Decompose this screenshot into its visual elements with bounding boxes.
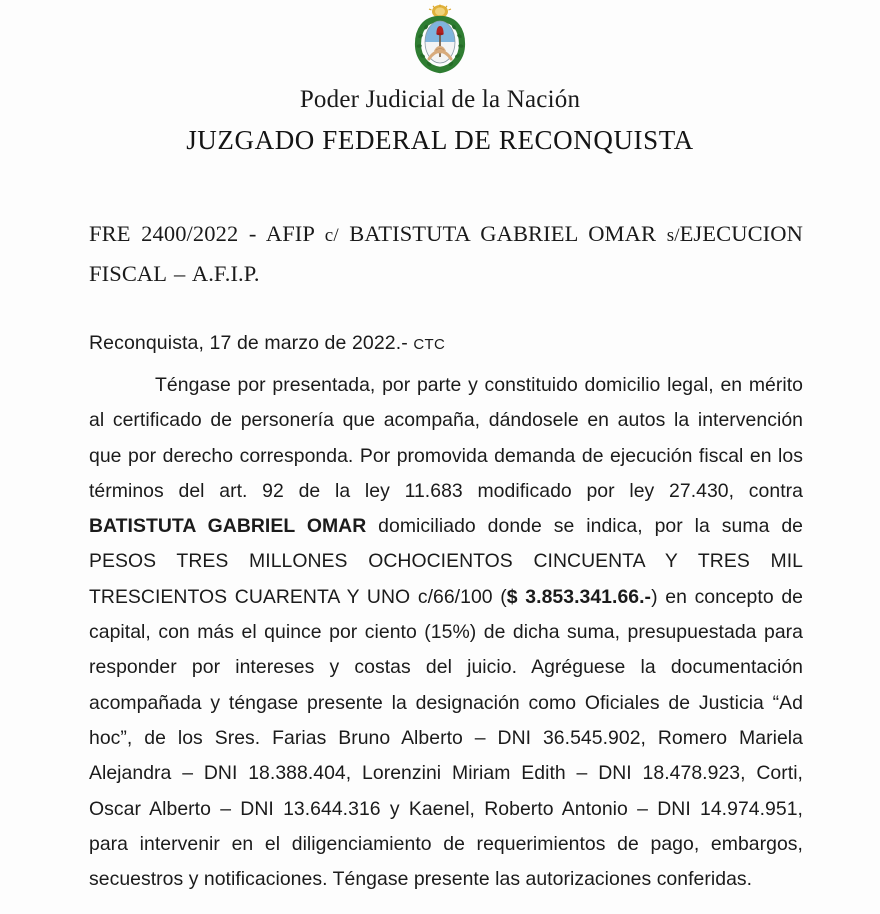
resolution-body: [89, 368, 803, 897]
body-defendant-name: BATISTUTA GABRIEL OMAR: [89, 515, 367, 538]
body-segment-1: Téngase por presentada, por parte y constituido domicilio legal, en mérito al certificado de personería que acompaña, dándosele en autos la intervención que por derecho corresponda. Por promovida demanda de ejecución fiscal en los términos del art. 92 de la ley 11.683 modificado por ley 27.430, contra: [89, 374, 803, 502]
caption-defendant: BATISTUTA GABRIEL OMAR: [338, 221, 667, 246]
dateline: [89, 330, 803, 358]
case-caption: [89, 215, 803, 293]
header-juzgado-federal: JUZGADO FEDERAL DE RECONQUISTA: [186, 125, 694, 155]
body-segment-2: domiciliado donde se indica, por la suma de PESOS TRES MILLONES OCHOCIENTOS CINCUENTA Y TRES MIL TRESCIENTOS CUARENTA Y UNO c/66/100 (: [89, 515, 803, 608]
caption-subject: EJECUCION FISCAL – A.F.I.P.: [89, 221, 803, 286]
caption-versus-marker: c/: [324, 225, 339, 246]
argentina-coat-of-arms-icon: [412, 4, 468, 74]
body-claim-amount: $ 3.853.341.66.-: [506, 585, 652, 608]
coat-of-arms-container: [0, 4, 880, 74]
body-segment-3: ) en concepto de capital, con más el quince por ciento (15%) de dicha suma, presupuestada para responder por intereses y costas del juicio. Agréguese la documentación acompañada y téngase presente la designación como Oficiales de Justicia “Ad hoc”, de los Sres. Farias Bruno Alberto – DNI 36.545.902, Romero Mariela Alejandra – DNI 18.388.404, Lorenzini Miriam Edith – DNI 18.478.923, Corti, Oscar Alberto – DNI 13.644.316 y Kaenel, Roberto Antonio – DNI 14.974.951, para intervenir en el diligenciamiento de requerimientos de pago, embargos, secuestros y notificaciones. Téngase presente las autorizaciones conferidas.: [89, 585, 803, 891]
court-header: [0, 84, 880, 158]
dateline-place-date: Reconquista, 17 de marzo de 2022.-: [89, 332, 414, 354]
caption-subject-marker: s/: [666, 225, 680, 246]
dateline-initials: CTC: [413, 336, 446, 353]
header-poder-judicial: Poder Judicial de la Nación: [299, 86, 581, 113]
caption-case-number: FRE 2400/2022 - AFIP: [89, 221, 325, 246]
